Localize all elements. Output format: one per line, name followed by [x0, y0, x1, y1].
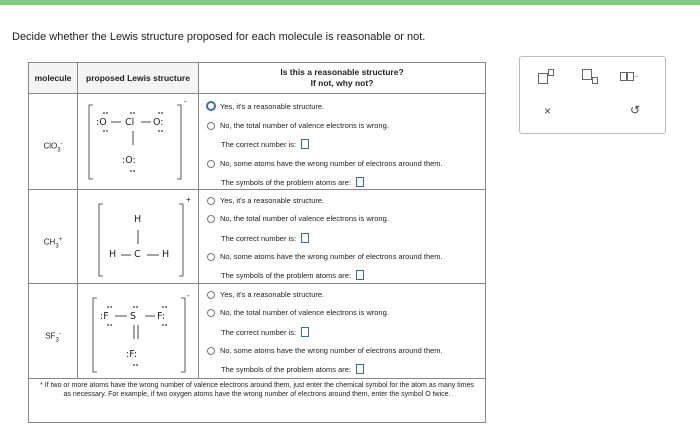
option-wrong-atoms[interactable] — [207, 159, 443, 168]
atom-center: Cl — [125, 117, 135, 128]
header-reasonable — [199, 63, 485, 94]
top-progress-bar — [0, 0, 700, 5]
molecule-superscript: + — [58, 237, 63, 243]
radio-icon[interactable] — [207, 309, 215, 317]
correct-number-line — [221, 233, 309, 243]
molecule-superscript: - — [60, 141, 63, 147]
option-label: No, the total number of valence electrons is wrong. — [220, 121, 389, 130]
option-wrong-electron-count[interactable] — [207, 214, 389, 223]
option-yes-reasonable[interactable] — [207, 290, 324, 299]
radio-selected-icon[interactable] — [206, 101, 216, 111]
atom-right: O: — [153, 117, 164, 128]
molecule-formula: CH — [43, 237, 56, 247]
lewis-structure-sf3 — [91, 294, 191, 374]
option-label: No, the total number of valence electrons is wrong. — [220, 214, 389, 223]
option-label: No, the total number of valence electrons is wrong. — [220, 308, 389, 317]
superscript-box-icon[interactable] — [538, 69, 552, 83]
molecule-formula: ClO — [43, 141, 58, 151]
column-divider — [77, 93, 78, 378]
option-label: No, some atoms have the wrong number of electrons around them. — [220, 252, 443, 261]
radio-icon[interactable] — [207, 253, 215, 261]
atom-center: S — [130, 311, 137, 322]
ellipsis-box-icon[interactable]: .. — [620, 71, 650, 83]
correct-number-label: The correct number is: — [221, 233, 297, 243]
radio-icon[interactable] — [207, 215, 215, 223]
question-text: Decide whether the Lewis structure proposed for each molecule is reasonable or not. — [12, 31, 426, 43]
answer-toolbar — [519, 56, 666, 134]
atom-top: H — [134, 214, 142, 225]
correct-number-line — [221, 139, 309, 149]
radio-icon[interactable] — [207, 122, 215, 130]
problem-atoms-input[interactable] — [356, 364, 364, 374]
molecule-formula: SF — [45, 331, 56, 341]
bracket-lines — [87, 101, 187, 181]
subscript-box-icon[interactable] — [582, 69, 596, 83]
problem-atoms-input[interactable] — [356, 177, 364, 187]
ion-charge: + — [186, 195, 191, 204]
correct-number-input[interactable] — [301, 327, 309, 337]
atom-center: C — [134, 249, 141, 260]
option-label: No, some atoms have the wrong number of electrons around them. — [220, 159, 443, 168]
lewis-structure-ch3 — [97, 200, 187, 278]
molecule-sf3 — [29, 331, 77, 343]
ion-charge: - — [187, 291, 190, 300]
correct-number-input[interactable] — [301, 233, 309, 243]
radio-icon[interactable] — [207, 197, 215, 205]
bracket-lines — [97, 200, 187, 278]
molecule-subscript: 3 — [55, 243, 59, 250]
atom-left: :F — [100, 311, 109, 322]
problem-atoms-line — [221, 177, 364, 187]
header-proposed: proposed Lewis structure — [78, 63, 199, 94]
molecule-clo3 — [29, 141, 77, 153]
problem-atoms-line — [221, 270, 364, 280]
atom-bottom: :F: — [126, 349, 138, 360]
atom-right: H — [162, 249, 170, 260]
atom-bottom: :O: — [122, 155, 136, 166]
problem-atoms-label: The symbols of the problem atoms are: — [221, 270, 352, 280]
row-divider — [29, 378, 485, 379]
undo-icon[interactable]: ↺ — [630, 103, 641, 117]
option-yes-reasonable[interactable] — [207, 101, 324, 111]
lewis-table — [28, 62, 486, 423]
option-label: Yes, it's a reasonable structure. — [220, 196, 325, 205]
column-divider — [198, 93, 199, 378]
problem-atoms-input[interactable] — [356, 270, 364, 280]
option-label: Yes, it's a reasonable structure. — [220, 290, 325, 299]
problem-atoms-label: The symbols of the problem atoms are: — [221, 364, 352, 374]
option-wrong-electron-count[interactable] — [207, 308, 389, 317]
correct-number-input[interactable] — [301, 139, 309, 149]
option-label: Yes, it's a reasonable structure. — [220, 101, 325, 111]
header-molecule: molecule — [29, 63, 78, 94]
atom-left: H — [109, 249, 117, 260]
option-wrong-atoms[interactable] — [207, 252, 443, 261]
atom-right: F: — [157, 311, 165, 322]
radio-icon[interactable] — [207, 160, 215, 168]
correct-number-label: The correct number is: — [221, 327, 297, 337]
option-wrong-atoms[interactable] — [207, 346, 443, 355]
row-divider — [29, 189, 485, 190]
header-reasonable-line1: Is this a reasonable structure? — [280, 67, 404, 77]
option-label: No, some atoms have the wrong number of electrons around them. — [220, 346, 443, 355]
bracket-lines — [91, 294, 191, 374]
molecule-superscript: - — [58, 331, 61, 337]
lewis-structure-clo3 — [87, 101, 187, 181]
molecule-ch3 — [29, 237, 77, 249]
molecule-subscript: 3 — [57, 147, 61, 154]
radio-icon[interactable] — [207, 291, 215, 299]
header-reasonable-line2: If not, why not? — [310, 78, 374, 88]
correct-number-label: The correct number is: — [221, 139, 297, 149]
option-wrong-electron-count[interactable] — [207, 121, 389, 130]
problem-atoms-line — [221, 364, 364, 374]
ion-charge: - — [184, 97, 187, 106]
atom-left: :O — [96, 117, 107, 128]
footnote: * If two or more atoms have the wrong number of valence electrons around them, just enter the chemical symbol for the atom as many times as necessary. For example, if two oxygen atoms have the wrong number of electrons around them, enter the symbol O twice. — [40, 382, 474, 398]
radio-icon[interactable] — [207, 347, 215, 355]
correct-number-line — [221, 327, 309, 337]
problem-atoms-label: The symbols of the problem atoms are: — [221, 177, 352, 187]
row-divider — [29, 283, 485, 284]
option-yes-reasonable[interactable] — [207, 196, 324, 205]
clear-icon[interactable]: × — [544, 104, 552, 118]
molecule-subscript: 3 — [55, 337, 59, 344]
